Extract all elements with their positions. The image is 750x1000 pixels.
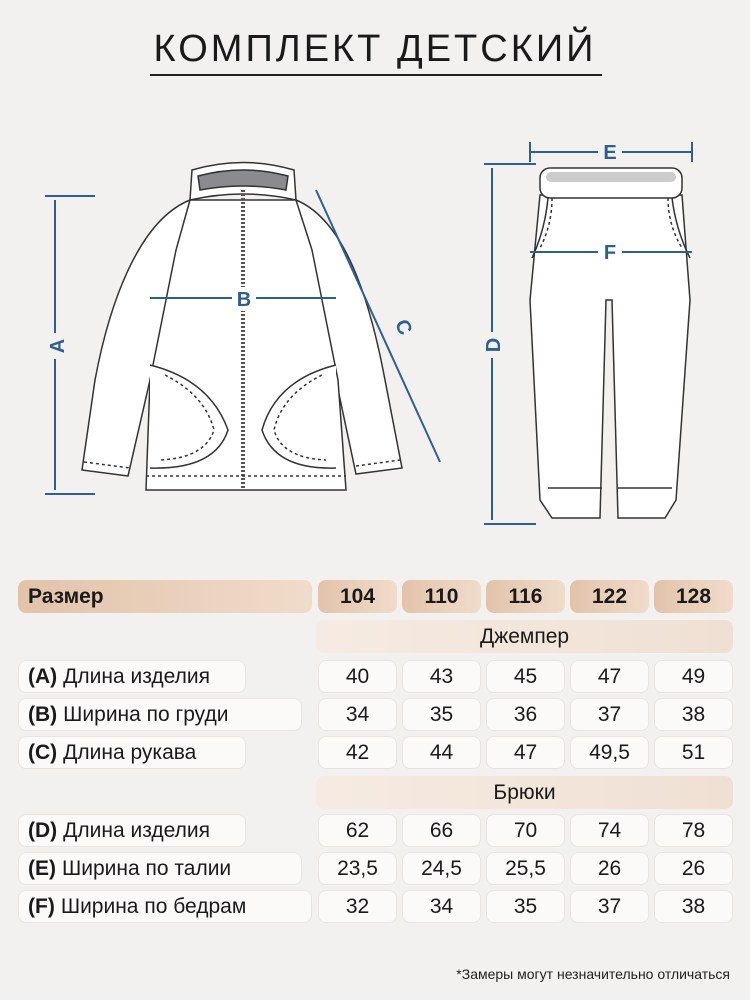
row-code: (C) [28,740,58,764]
table-cell: 34 [402,890,481,923]
table-cell: 26 [654,852,733,885]
table-cell: 32 [318,890,397,923]
row-code: (F) [28,894,55,918]
table-cell: 74 [570,814,649,847]
dim-label-d: D [483,337,505,353]
section-jumper: Джемпер [316,620,733,653]
table-cell: 51 [654,736,733,769]
row-label [18,698,302,731]
row-label [18,814,246,847]
table-cell: 23,5 [318,852,397,885]
row-name: Ширина по груди [63,702,229,726]
table-cell: 70 [486,814,565,847]
size-col: 110 [402,580,481,613]
table-cell: 47 [570,660,649,693]
table-cell: 78 [654,814,733,847]
row-label [18,852,302,885]
table-cell: 37 [570,890,649,923]
size-header-label: Размер [18,580,312,613]
table-cell: 44 [402,736,481,769]
table-cell: 49 [654,660,733,693]
table-cell: 35 [402,698,481,731]
table-cell: 34 [318,698,397,731]
row-code: (E) [28,856,56,880]
page-title: КОМПЛЕКТ ДЕТСКИЙ [153,28,597,70]
table-cell: 37 [570,698,649,731]
row-code: (B) [28,702,58,726]
row-name: Длина изделия [63,818,210,842]
pants-illustration [530,168,690,518]
section-pants: Брюки [316,776,733,809]
table-cell: 43 [402,660,481,693]
row-name: Длина рукава [63,740,197,764]
table-cell: 38 [654,890,733,923]
table-cell: 24,5 [402,852,481,885]
row-code: (A) [28,664,58,688]
table-cell: 47 [486,736,565,769]
size-col: 128 [654,580,733,613]
size-col: 116 [486,580,565,613]
table-cell: 40 [318,660,397,693]
dim-label-f: F [603,242,617,264]
size-col: 104 [318,580,397,613]
table-cell: 42 [318,736,397,769]
row-label [18,736,246,769]
table-cell: 36 [486,698,565,731]
table-cell: 66 [402,814,481,847]
table-cell: 49,5 [570,736,649,769]
jacket-illustration [82,163,402,491]
table-cell: 38 [654,698,733,731]
table-cell: 26 [570,852,649,885]
dim-label-b: B [236,289,252,311]
row-name: Ширина по талии [62,856,232,880]
table-cell: 62 [318,814,397,847]
table-cell: 45 [486,660,565,693]
dim-label-e: E [603,142,617,164]
row-label [18,890,312,923]
table-cell: 35 [486,890,565,923]
dim-label-c: C [390,316,417,339]
row-name: Ширина по бедрам [60,894,247,918]
row-name: Длина изделия [63,664,210,688]
footnote: *Замеры могут незначительно отличаться [456,966,730,982]
table-cell: 25,5 [486,852,565,885]
size-col: 122 [570,580,649,613]
row-code: (D) [28,818,58,842]
dim-label-a: A [47,338,69,354]
row-label [18,660,246,693]
